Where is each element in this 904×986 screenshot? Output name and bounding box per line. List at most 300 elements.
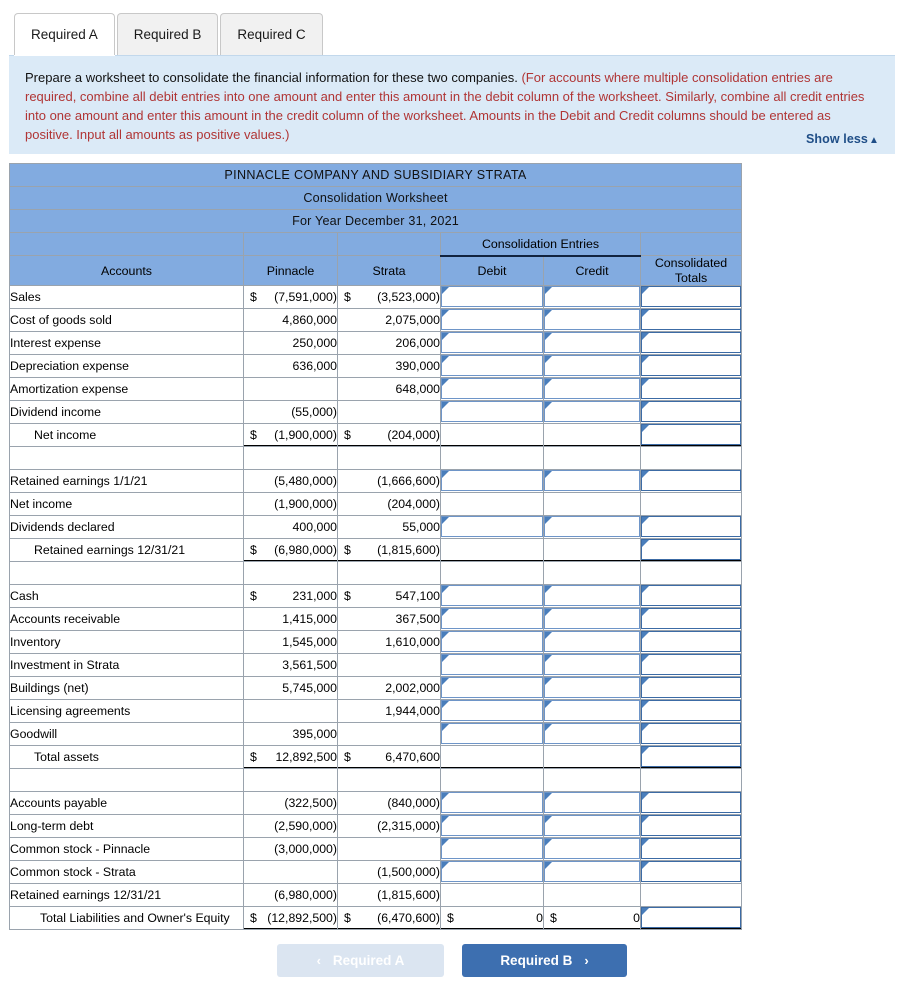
cell-pinnacle	[244, 883, 338, 906]
tab-requirement-c[interactable]	[220, 13, 322, 55]
debit-input[interactable]	[441, 631, 543, 652]
input-cell-credit[interactable]	[544, 354, 641, 377]
group-header-blank-strata	[338, 233, 441, 256]
worksheet-row	[10, 745, 742, 768]
spacer-cell	[441, 561, 544, 584]
total-input[interactable]	[641, 401, 741, 422]
input-cell-total[interactable]	[641, 791, 742, 814]
cell-value: 1,545,000	[282, 634, 337, 649]
cell-value: (12,892,500)	[267, 910, 337, 925]
account-label-cell	[10, 630, 244, 653]
cell-pinnacle	[244, 607, 338, 630]
cell-debit-empty	[441, 745, 544, 768]
prev-requirement-button[interactable]	[277, 944, 444, 977]
spacer-cell	[338, 446, 441, 469]
tab-requirement-b[interactable]	[117, 13, 219, 55]
cell-debit-empty	[441, 423, 544, 446]
debit-input[interactable]	[441, 677, 543, 698]
group-header-blank-pinnacle	[244, 233, 338, 256]
cell-strata	[338, 469, 441, 492]
instructions-panel	[9, 55, 895, 154]
total-input[interactable]	[641, 608, 741, 629]
cell-value: 12,892,500	[275, 749, 337, 764]
column-header-pinnacle: Pinnacle	[244, 256, 338, 286]
cell-strata	[338, 515, 441, 538]
cell-strata	[338, 745, 441, 768]
total-input[interactable]	[641, 332, 741, 353]
account-label-cell	[10, 676, 244, 699]
cell-value: (1,815,600)	[377, 887, 440, 902]
cell-credit-empty	[544, 423, 641, 446]
cell-pinnacle	[244, 745, 338, 768]
cell-value: 206,000	[395, 335, 440, 350]
account-label-cell	[10, 906, 244, 929]
input-cell-credit[interactable]	[544, 630, 641, 653]
cell-value: (2,315,000)	[377, 818, 440, 833]
total-input[interactable]	[641, 516, 741, 537]
account-label: Long-term debt	[10, 818, 94, 833]
credit-input[interactable]	[544, 792, 640, 813]
cell-strata	[338, 400, 441, 423]
input-cell-debit[interactable]	[441, 722, 544, 745]
account-label-cell	[10, 584, 244, 607]
input-cell-total[interactable]	[641, 607, 742, 630]
input-cell-debit[interactable]	[441, 584, 544, 607]
debit-input[interactable]	[441, 700, 543, 721]
credit-input[interactable]	[544, 654, 640, 675]
total-input[interactable]	[641, 792, 741, 813]
worksheet-title-row-2	[10, 187, 742, 210]
debit-input[interactable]	[441, 309, 543, 330]
cell-value: 648,000	[395, 381, 440, 396]
cell-value: (1,900,000)	[274, 496, 337, 511]
currency-symbol: $	[250, 588, 257, 603]
input-cell-total[interactable]	[641, 906, 742, 929]
cell-debit-empty	[441, 883, 544, 906]
account-label-cell	[10, 607, 244, 630]
instructions-lead: Prepare a worksheet to consolidate the financial information for these two companies.	[25, 70, 518, 85]
spacer-cell	[544, 446, 641, 469]
input-cell-total[interactable]	[641, 400, 742, 423]
input-cell-total[interactable]	[641, 354, 742, 377]
input-cell-total[interactable]	[641, 630, 742, 653]
consolidation-worksheet	[9, 163, 741, 930]
cell-value: (6,980,000)	[274, 887, 337, 902]
cell-value: (204,000)	[387, 427, 440, 442]
cell-pinnacle	[244, 515, 338, 538]
account-label: Sales	[10, 289, 41, 304]
account-label-cell	[10, 883, 244, 906]
account-label-cell	[10, 354, 244, 377]
cell-pinnacle	[244, 814, 338, 837]
cell-value: 5,745,000	[282, 680, 337, 695]
credit-input[interactable]	[544, 332, 640, 353]
credit-input[interactable]	[544, 401, 640, 422]
column-header-consolidated-totals: Consolidated Totals	[641, 256, 742, 286]
credit-input[interactable]	[544, 470, 640, 491]
cell-credit	[544, 906, 641, 929]
input-cell-total[interactable]	[641, 745, 742, 768]
input-cell-credit[interactable]	[544, 837, 641, 860]
cell-pinnacle	[244, 538, 338, 561]
currency-symbol: $	[550, 910, 557, 925]
cell-pinnacle	[244, 699, 338, 722]
debit-input[interactable]	[441, 355, 543, 376]
cell-strata	[338, 607, 441, 630]
debit-input[interactable]	[441, 838, 543, 859]
cell-strata	[338, 492, 441, 515]
cell-value: 400,000	[292, 519, 337, 534]
tab-label: Required A	[31, 27, 98, 42]
currency-symbol: $	[250, 542, 257, 557]
debit-input[interactable]	[441, 815, 543, 836]
credit-input[interactable]	[544, 585, 640, 606]
worksheet-row	[10, 515, 742, 538]
worksheet-row	[10, 814, 742, 837]
currency-symbol: $	[250, 427, 257, 442]
total-input[interactable]	[641, 815, 741, 836]
input-cell-credit[interactable]	[544, 791, 641, 814]
instructions-required-note: (For accounts where multiple consolidation entries are required, combine all debit entries into one amount and enter this amount in the debit column of the worksheet. Similarly, combine all credit entries into one amount and enter this amount in the credit column of the worksheet. Amounts in the Debit and Credit columns should be entered as positive. Input all amounts as positive values.)	[25, 70, 865, 143]
group-header-blank-accounts	[10, 233, 244, 256]
cell-value: (6,470,600)	[377, 910, 440, 925]
worksheet-row	[10, 308, 742, 331]
account-label: Net income	[10, 496, 73, 511]
total-input[interactable]	[641, 631, 741, 652]
total-input[interactable]	[641, 907, 741, 928]
credit-input[interactable]	[544, 677, 640, 698]
input-cell-debit[interactable]	[441, 354, 544, 377]
account-label: Dividends declared	[10, 519, 115, 534]
cell-strata	[338, 814, 441, 837]
currency-symbol: $	[250, 289, 257, 304]
cell-strata	[338, 676, 441, 699]
debit-input[interactable]	[441, 792, 543, 813]
cell-value: (1,815,600)	[377, 542, 440, 557]
account-label-cell	[10, 791, 244, 814]
input-cell-credit[interactable]	[544, 860, 641, 883]
input-cell-credit[interactable]	[544, 515, 641, 538]
spacer-cell	[641, 561, 742, 584]
account-label-cell	[10, 423, 244, 446]
total-input[interactable]	[641, 470, 741, 491]
debit-input[interactable]	[441, 654, 543, 675]
input-cell-debit[interactable]	[441, 400, 544, 423]
input-cell-debit[interactable]	[441, 653, 544, 676]
input-cell-debit[interactable]	[441, 377, 544, 400]
debit-input[interactable]	[441, 608, 543, 629]
cell-credit-empty	[544, 538, 641, 561]
input-cell-total[interactable]	[641, 860, 742, 883]
account-label: Depreciation expense	[10, 358, 129, 373]
input-cell-total[interactable]	[641, 676, 742, 699]
worksheet-spacer-row	[10, 446, 742, 469]
total-input[interactable]	[641, 654, 741, 675]
input-cell-debit[interactable]	[441, 331, 544, 354]
account-label-cell	[10, 469, 244, 492]
account-label-cell	[10, 814, 244, 837]
total-input[interactable]	[641, 355, 741, 376]
cell-value: 1,944,000	[385, 703, 440, 718]
cell-strata	[338, 377, 441, 400]
account-label: Interest expense	[10, 335, 101, 350]
cell-pinnacle	[244, 331, 338, 354]
cell-value: 6,470,600	[385, 749, 440, 764]
cell-value: (2,590,000)	[274, 818, 337, 833]
total-input[interactable]	[641, 286, 741, 307]
cell-value: (5,480,000)	[274, 473, 337, 488]
worksheet-row	[10, 285, 742, 308]
account-label-cell	[10, 331, 244, 354]
credit-input[interactable]	[544, 861, 640, 882]
worksheet-row	[10, 791, 742, 814]
spacer-cell	[244, 561, 338, 584]
prev-requirement-label: Required A	[332, 953, 405, 968]
account-label-cell	[10, 722, 244, 745]
input-cell-total[interactable]	[641, 285, 742, 308]
account-label: Common stock - Pinnacle	[10, 841, 151, 856]
debit-input[interactable]	[441, 332, 543, 353]
debit-input[interactable]	[441, 286, 543, 307]
total-input[interactable]	[641, 309, 741, 330]
worksheet-body	[10, 285, 742, 929]
cell-value: 2,002,000	[385, 680, 440, 695]
input-cell-total[interactable]	[641, 331, 742, 354]
cell-value: 2,075,000	[385, 312, 440, 327]
account-label: Accounts receivable	[10, 611, 121, 626]
input-cell-total[interactable]	[641, 722, 742, 745]
worksheet-row	[10, 354, 742, 377]
total-input[interactable]	[641, 723, 741, 744]
cell-strata	[338, 883, 441, 906]
spacer-cell	[441, 446, 544, 469]
show-less-label: Show less	[805, 132, 868, 147]
cell-value: (3,000,000)	[274, 841, 337, 856]
worksheet-spacer-row	[10, 561, 742, 584]
total-input[interactable]	[641, 838, 741, 859]
next-requirement-button[interactable]	[462, 944, 627, 977]
account-label-cell	[10, 653, 244, 676]
worksheet-row	[10, 653, 742, 676]
worksheet-row	[10, 630, 742, 653]
input-cell-credit[interactable]	[544, 377, 641, 400]
account-label: Retained earnings 12/31/21	[10, 887, 162, 902]
currency-symbol: $	[250, 910, 257, 925]
currency-symbol: $	[250, 749, 257, 764]
cell-value: 231,000	[292, 588, 337, 603]
input-cell-debit[interactable]	[441, 630, 544, 653]
cell-pinnacle	[244, 630, 338, 653]
input-cell-debit[interactable]	[441, 676, 544, 699]
account-label: Inventory	[10, 634, 61, 649]
input-cell-credit[interactable]	[544, 469, 641, 492]
account-label: Total assets	[34, 749, 99, 764]
input-cell-debit[interactable]	[441, 515, 544, 538]
chevron-right-icon: ›	[584, 953, 589, 968]
requirement-navigation	[0, 944, 904, 977]
input-cell-credit[interactable]	[544, 653, 641, 676]
cell-pinnacle	[244, 377, 338, 400]
cell-credit-empty	[544, 883, 641, 906]
worksheet-title-subtitle: Consolidation Worksheet	[10, 187, 742, 210]
input-cell-total[interactable]	[641, 469, 742, 492]
worksheet-title-row-3	[10, 210, 742, 233]
total-input[interactable]	[641, 700, 741, 721]
worksheet-row	[10, 722, 742, 745]
account-label: Licensing agreements	[10, 703, 131, 718]
worksheet-row	[10, 676, 742, 699]
input-cell-credit[interactable]	[544, 676, 641, 699]
input-cell-credit[interactable]	[544, 308, 641, 331]
input-cell-credit[interactable]	[544, 331, 641, 354]
credit-input[interactable]	[544, 355, 640, 376]
input-cell-total[interactable]	[641, 584, 742, 607]
cell-pinnacle	[244, 285, 338, 308]
input-cell-debit[interactable]	[441, 837, 544, 860]
worksheet-group-header-row	[10, 233, 742, 256]
worksheet-row	[10, 377, 742, 400]
input-cell-total[interactable]	[641, 423, 742, 446]
spacer-cell	[338, 768, 441, 791]
cell-value: (204,000)	[387, 496, 440, 511]
cell-value: 250,000	[292, 335, 337, 350]
debit-input[interactable]	[441, 585, 543, 606]
cell-value: 0	[536, 910, 543, 925]
debit-input[interactable]	[441, 401, 543, 422]
input-cell-debit[interactable]	[441, 814, 544, 837]
chevron-left-icon: ‹	[316, 953, 321, 968]
input-cell-total[interactable]	[641, 308, 742, 331]
debit-input[interactable]	[441, 470, 543, 491]
column-header-strata: Strata	[338, 256, 441, 286]
spacer-cell	[338, 561, 441, 584]
cell-pinnacle	[244, 791, 338, 814]
cell-value: 3,561,500	[282, 657, 337, 672]
input-cell-total[interactable]	[641, 538, 742, 561]
input-cell-total[interactable]	[641, 377, 742, 400]
input-cell-credit[interactable]	[544, 699, 641, 722]
credit-input[interactable]	[544, 608, 640, 629]
cell-value: 1,610,000	[385, 634, 440, 649]
input-cell-credit[interactable]	[544, 285, 641, 308]
input-cell-total[interactable]	[641, 515, 742, 538]
cell-pinnacle	[244, 906, 338, 929]
total-input[interactable]	[641, 424, 741, 445]
input-cell-debit[interactable]	[441, 469, 544, 492]
input-cell-debit[interactable]	[441, 308, 544, 331]
cell-strata	[338, 331, 441, 354]
worksheet-row	[10, 883, 742, 906]
credit-input[interactable]	[544, 700, 640, 721]
input-cell-total[interactable]	[641, 814, 742, 837]
debit-input[interactable]	[441, 723, 543, 744]
column-header-credit: Credit	[544, 256, 641, 286]
cell-value: (1,666,600)	[377, 473, 440, 488]
spacer-cell	[10, 768, 244, 791]
cell-strata	[338, 308, 441, 331]
account-label: Accounts payable	[10, 795, 108, 810]
input-cell-credit[interactable]	[544, 607, 641, 630]
total-input[interactable]	[641, 861, 741, 882]
credit-input[interactable]	[544, 631, 640, 652]
credit-input[interactable]	[544, 723, 640, 744]
spacer-cell	[10, 446, 244, 469]
credit-input[interactable]	[544, 516, 640, 537]
input-cell-total[interactable]	[641, 837, 742, 860]
input-cell-credit[interactable]	[544, 400, 641, 423]
input-cell-debit[interactable]	[441, 285, 544, 308]
cell-value: 0	[633, 910, 640, 925]
input-cell-debit[interactable]	[441, 699, 544, 722]
total-input[interactable]	[641, 746, 741, 767]
debit-input[interactable]	[441, 861, 543, 882]
account-label-cell	[10, 400, 244, 423]
cell-strata	[338, 653, 441, 676]
account-label: Buildings (net)	[10, 680, 89, 695]
tab-requirement-a[interactable]	[14, 13, 115, 55]
show-less-toggle[interactable]	[806, 132, 879, 146]
worksheet-row	[10, 423, 742, 446]
spacer-cell	[244, 446, 338, 469]
cell-strata	[338, 584, 441, 607]
requirement-tabs	[0, 0, 904, 55]
worksheet-row	[10, 699, 742, 722]
total-input[interactable]	[641, 585, 741, 606]
credit-input[interactable]	[544, 815, 640, 836]
total-input[interactable]	[641, 677, 741, 698]
input-cell-credit[interactable]	[544, 584, 641, 607]
account-label: Cost of goods sold	[10, 312, 112, 327]
spacer-cell	[641, 446, 742, 469]
input-cell-debit[interactable]	[441, 607, 544, 630]
account-label: Retained earnings 1/1/21	[10, 473, 148, 488]
account-label: Investment in Strata	[10, 657, 120, 672]
worksheet-title-period: For Year December 31, 2021	[10, 210, 742, 233]
cell-strata	[338, 423, 441, 446]
credit-input[interactable]	[544, 309, 640, 330]
input-cell-total[interactable]	[641, 653, 742, 676]
cell-pinnacle	[244, 722, 338, 745]
tab-label: Required C	[237, 27, 306, 42]
input-cell-total[interactable]	[641, 699, 742, 722]
credit-input[interactable]	[544, 378, 640, 399]
total-input[interactable]	[641, 378, 741, 399]
worksheet-title-company: PINNACLE COMPANY AND SUBSIDIARY STRATA	[10, 164, 742, 187]
cell-strata	[338, 285, 441, 308]
total-input[interactable]	[641, 539, 741, 560]
input-cell-debit[interactable]	[441, 791, 544, 814]
account-label: Retained earnings 12/31/21	[34, 542, 186, 557]
credit-input[interactable]	[544, 286, 640, 307]
debit-input[interactable]	[441, 378, 543, 399]
account-label-cell	[10, 515, 244, 538]
input-cell-credit[interactable]	[544, 722, 641, 745]
input-cell-credit[interactable]	[544, 814, 641, 837]
group-header-consolidation-entries: Consolidation Entries	[441, 233, 641, 256]
credit-input[interactable]	[544, 838, 640, 859]
input-cell-debit[interactable]	[441, 860, 544, 883]
cell-pinnacle	[244, 837, 338, 860]
cell-value: (7,591,000)	[274, 289, 337, 304]
account-label: Dividend income	[10, 404, 101, 419]
debit-input[interactable]	[441, 516, 543, 537]
cell-pinnacle	[244, 469, 338, 492]
account-label-cell	[10, 860, 244, 883]
worksheet-row	[10, 538, 742, 561]
account-label-cell	[10, 308, 244, 331]
cell-total-empty	[641, 883, 742, 906]
cell-strata	[338, 630, 441, 653]
